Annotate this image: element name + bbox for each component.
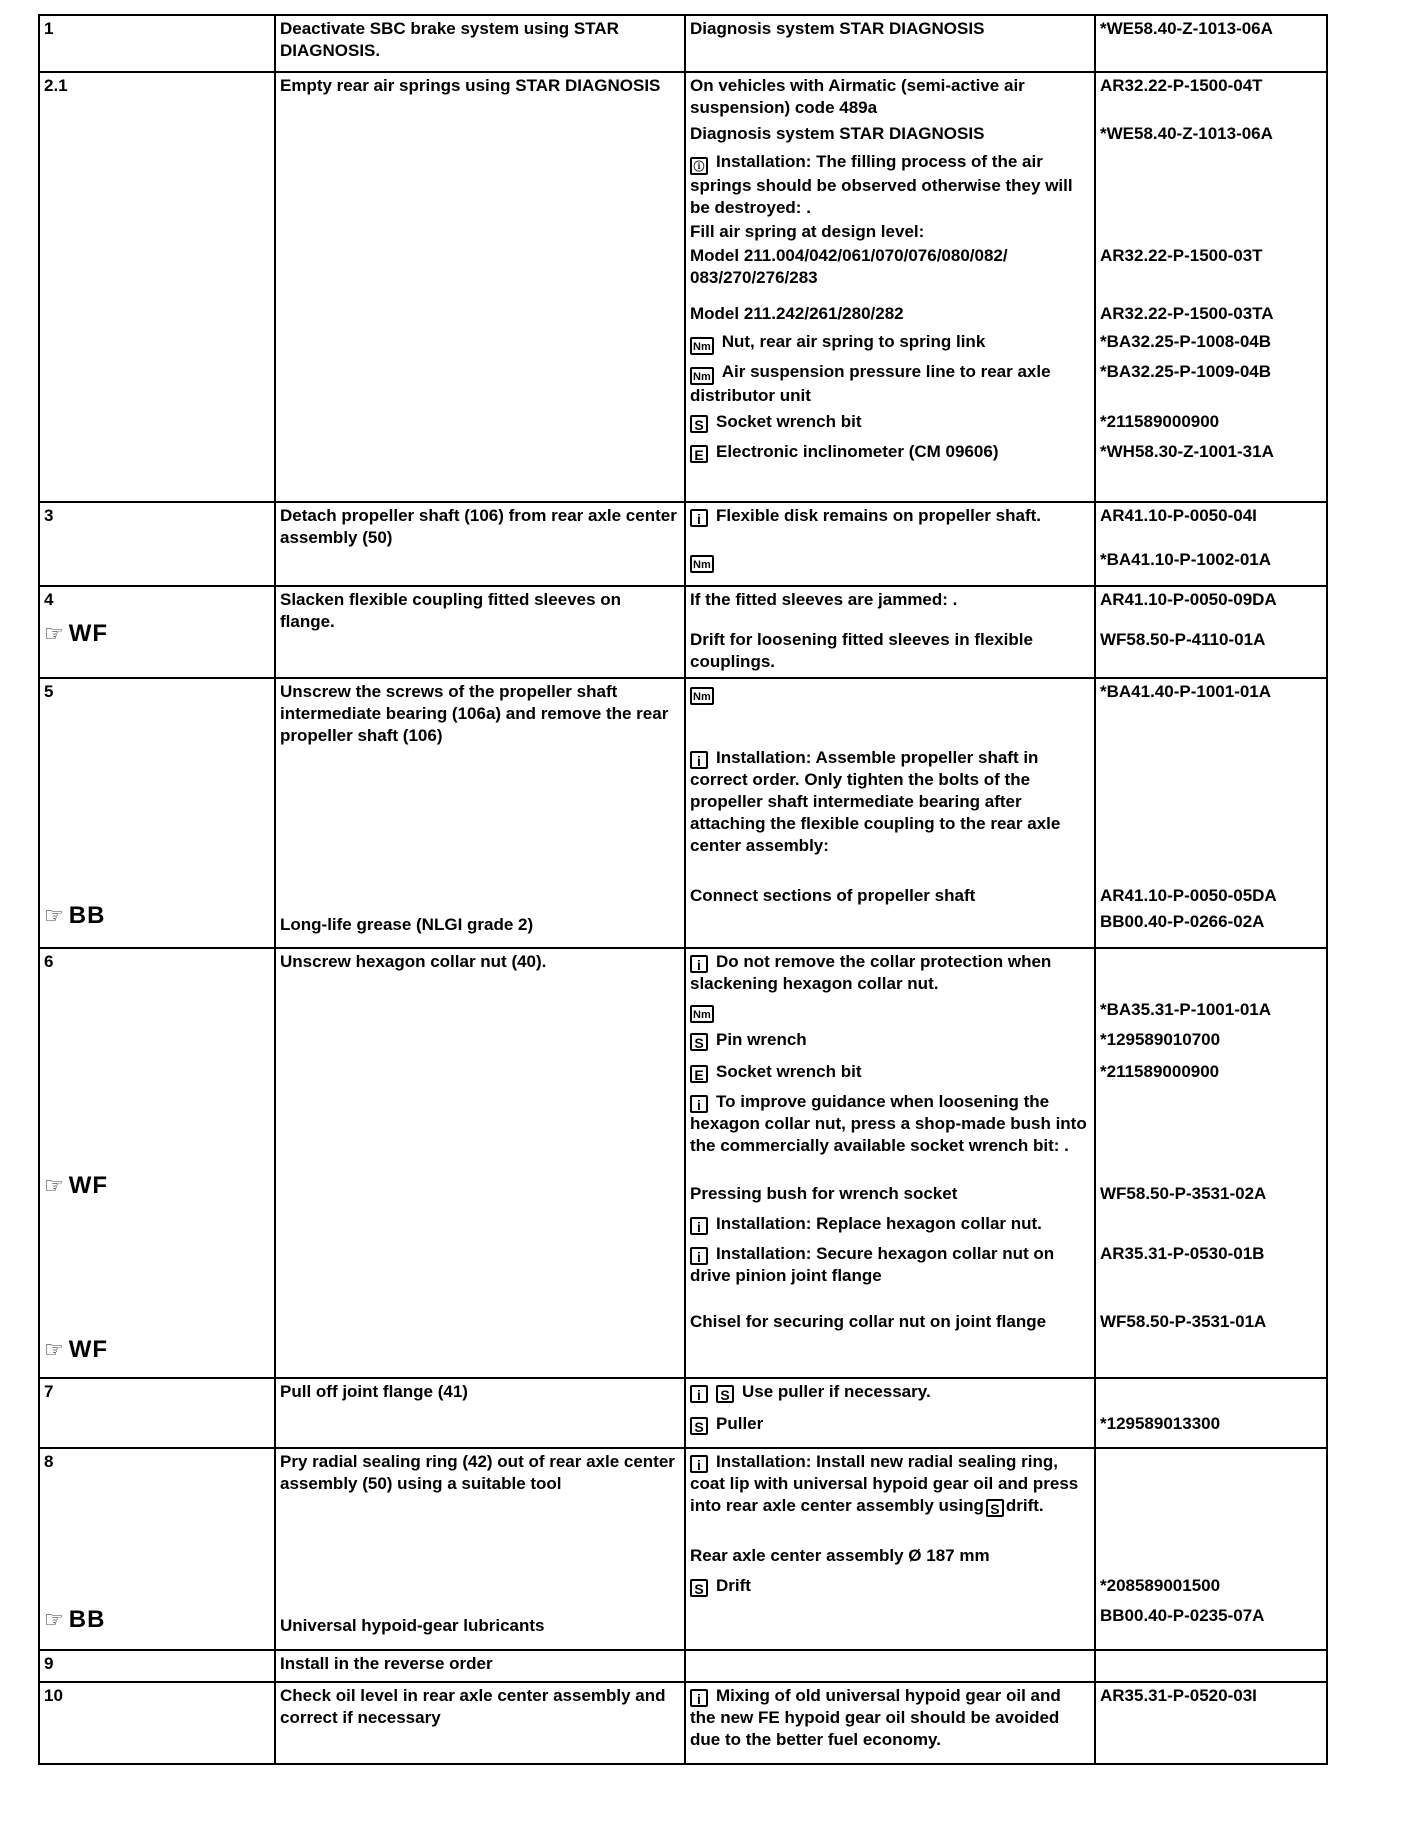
detail-text: Puller	[716, 1414, 764, 1433]
detail-cell	[685, 1378, 1095, 1448]
detail-line	[690, 999, 1089, 1029]
step-number: 7	[39, 1378, 275, 1448]
reference-code: AR32.22-P-1500-03T	[1100, 246, 1263, 265]
note-icon: i	[690, 1455, 708, 1473]
detail-cell	[685, 72, 1095, 502]
equipment-icon: E	[690, 445, 708, 463]
detail-text: Mixing of old universal hypoid gear oil and the new FE hypoid gear oil should be avoided due to the better fuel economy.	[690, 1686, 1061, 1749]
action-text: Deactivate SBC brake system using STAR DIAGNOSIS.	[275, 15, 685, 72]
detail-line: Model 211.004/042/061/070/076/080/082/ 083/270/276/283	[690, 246, 1008, 287]
note-icon: i	[690, 1689, 708, 1707]
ref-cell	[1095, 1448, 1327, 1650]
detail-cell	[685, 1650, 1095, 1682]
detail-text: Installation: Assemble propeller shaft in correct order. Only tighten the bolts of the propeller shaft intermediate bearing after attaching the flexible coupling to the rear axle center assembly:	[690, 748, 1061, 855]
table-row	[39, 678, 1327, 948]
step-number: 10	[39, 1682, 275, 1764]
detail-line: Rear axle center assembly Ø 187 mm	[690, 1546, 990, 1565]
detail-line: Model 211.242/261/280/282	[690, 304, 904, 323]
reference-code: AR41.10-P-0050-05DA	[1100, 886, 1277, 905]
detail-line: Drift for loosening fitted sleeves in flexible couplings.	[690, 630, 1033, 671]
note-icon: i	[690, 1385, 708, 1403]
ref-cell	[1095, 72, 1327, 502]
step-number: 6	[44, 952, 54, 971]
reference-code: AR32.22-P-1500-04T	[1100, 76, 1263, 95]
step-cell	[39, 948, 275, 1378]
table-row	[39, 1650, 1327, 1682]
note-icon: i	[690, 1217, 708, 1235]
pointing-hand-icon: ☞	[44, 1607, 65, 1632]
step-number: 3	[39, 502, 275, 586]
torque-icon: Nm	[690, 367, 714, 385]
table-row	[39, 72, 1327, 502]
special-tool-icon: S	[986, 1499, 1004, 1517]
action-text: Detach propeller shaft (106) from rear axle center assembly (50)	[275, 502, 685, 586]
detail-text: To improve guidance when loosening the hexagon collar nut, press a shop-made bush into the commercially available socket wrench bit: .	[690, 1092, 1087, 1155]
detail-line	[690, 151, 1089, 221]
action-text: Unscrew the screws of the propeller shaft intermediate bearing (106a) and remove the rear propeller shaft (106)	[280, 682, 669, 745]
detail-line	[690, 1451, 1089, 1545]
detail-line	[690, 747, 1089, 885]
detail-text: Air suspension pressure line to rear axle distributor unit	[690, 362, 1051, 405]
workshop-ref-tag	[44, 1336, 109, 1363]
ref-cell	[1095, 586, 1327, 678]
reference-code: *129589013300	[1100, 1414, 1221, 1433]
action-text: Pull off joint flange (41)	[275, 1378, 685, 1448]
detail-line: Chisel for securing collar nut on joint flange	[690, 1312, 1047, 1331]
reference-code: AR41.10-P-0050-04I	[1100, 506, 1257, 525]
reference-code: *BA41.40-P-1001-01A	[1100, 682, 1272, 701]
ref-cell	[1095, 1682, 1327, 1764]
detail-line	[690, 1029, 1089, 1061]
reference-code: AR35.31-P-0520-03I	[1100, 1686, 1257, 1705]
torque-icon: Nm	[690, 337, 714, 355]
detail-line	[690, 1381, 1089, 1413]
step-number: 2.1	[39, 72, 275, 502]
pointing-hand-icon: ☞	[44, 1173, 65, 1198]
torque-icon: Nm	[690, 555, 714, 573]
detail-cell	[685, 15, 1095, 72]
action-text: Unscrew hexagon collar nut (40).	[275, 948, 685, 1378]
reference-code: BB00.40-P-0235-07A	[1100, 1606, 1265, 1625]
table-row	[39, 586, 1327, 678]
detail-text: Use puller if necessary.	[742, 1382, 931, 1401]
detail-line	[690, 951, 1089, 999]
detail-text: Nut, rear air spring to spring link	[721, 332, 986, 351]
special-tool-icon: S	[690, 1417, 708, 1435]
action-extra-text: Long-life grease (NLGI grade 2)	[280, 915, 534, 934]
detail-line	[690, 549, 1089, 573]
procedure-table	[38, 14, 1328, 1765]
detail-text: Drift	[716, 1576, 751, 1595]
detail-line: On vehicles with Airmatic (semi-active air suspension) code 489a	[690, 76, 1025, 117]
reference-code: *BA32.25-P-1008-04B	[1100, 332, 1272, 351]
special-tool-icon: S	[716, 1385, 734, 1403]
step-number: 9	[39, 1650, 275, 1682]
note-icon: i	[690, 1095, 708, 1113]
note-icon: i	[690, 1247, 708, 1265]
step-number: 4	[44, 590, 54, 609]
detail-line: Diagnosis system STAR DIAGNOSIS	[690, 124, 985, 143]
reference-code: *WE58.40-Z-1013-06A	[1100, 124, 1273, 143]
detail-text: Do not remove the collar protection when slackening hexagon collar nut.	[690, 952, 1052, 993]
detail-cell	[685, 948, 1095, 1378]
ref-tag-label: WF	[68, 1336, 109, 1363]
reference-code: WF58.50-P-3531-02A	[1100, 1184, 1267, 1203]
detail-line	[690, 681, 1089, 747]
note-icon: i	[690, 751, 708, 769]
workshop-ref-tag	[44, 1172, 109, 1199]
action-text: Pry radial sealing ring (42) out of rear axle center assembly (50) using a suitable tool	[280, 1452, 675, 1493]
detail-line	[690, 1243, 1089, 1311]
pointing-hand-icon: ☞	[44, 903, 65, 928]
note-icon: i	[690, 509, 708, 527]
ref-cell	[1095, 948, 1327, 1378]
detail-text: Installation: The filling process of the air springs should be observed otherwise they will be destroyed: .	[690, 152, 1073, 217]
detail-line	[690, 331, 1089, 361]
step-number: 8	[44, 1452, 54, 1471]
reference-code: *208589001500	[1100, 1576, 1221, 1595]
table-row	[39, 948, 1327, 1378]
step-number: 5	[44, 682, 54, 701]
ref-cell	[1095, 15, 1327, 72]
detail-cell	[685, 586, 1095, 678]
step-number: 1	[39, 15, 275, 72]
detail-line	[690, 1685, 1089, 1751]
action-cell	[275, 1448, 685, 1650]
detail-line	[690, 1061, 1089, 1091]
special-tool-icon: S	[690, 1033, 708, 1051]
reference-code: *WH58.30-Z-1001-31A	[1100, 442, 1274, 461]
action-extra-text: Universal hypoid-gear lubricants	[280, 1616, 545, 1635]
pointing-hand-icon: ☞	[44, 621, 65, 646]
ref-cell	[1095, 1378, 1327, 1448]
action-text: Empty rear air springs using STAR DIAGNOSIS	[275, 72, 685, 502]
detail-line	[690, 1213, 1089, 1243]
detail-cell	[685, 1448, 1095, 1650]
reference-code: *BA32.25-P-1009-04B	[1100, 362, 1272, 381]
ref-cell	[1095, 502, 1327, 586]
ref-tag-label: WF	[68, 620, 109, 647]
detail-cell	[685, 678, 1095, 948]
workshop-ref-tag	[44, 1606, 106, 1633]
equipment-icon: E	[690, 1065, 708, 1083]
reference-code: AR35.31-P-0530-01B	[1100, 1244, 1265, 1263]
detail-line	[690, 441, 1089, 467]
torque-icon: Nm	[690, 1005, 714, 1023]
detail-line: Diagnosis system STAR DIAGNOSIS	[690, 19, 985, 38]
info-icon: ⓘ	[690, 157, 708, 175]
ref-tag-label: BB	[68, 1606, 106, 1633]
detail-text: drift.	[1005, 1496, 1044, 1515]
detail-text: Flexible disk remains on propeller shaft.	[716, 506, 1041, 525]
detail-line: Fill air spring at design level:	[690, 222, 925, 241]
action-text: Check oil level in rear axle center assembly and correct if necessary	[275, 1682, 685, 1764]
detail-cell	[685, 1682, 1095, 1764]
reference-code: *211589000900	[1100, 412, 1220, 431]
ref-tag-label: WF	[68, 1172, 109, 1199]
note-icon: i	[690, 955, 708, 973]
action-text: Slacken flexible coupling fitted sleeves on flange.	[275, 586, 685, 678]
reference-code: AR41.10-P-0050-09DA	[1100, 590, 1277, 609]
reference-code: *BA41.10-P-1002-01A	[1100, 550, 1272, 569]
special-tool-icon: S	[690, 415, 708, 433]
detail-line: Pressing bush for wrench socket	[690, 1184, 958, 1203]
detail-line: If the fitted sleeves are jammed: .	[690, 590, 958, 609]
table-row	[39, 1682, 1327, 1764]
detail-line	[690, 361, 1089, 411]
detail-text: Installation: Secure hexagon collar nut on drive pinion joint flange	[690, 1244, 1055, 1285]
workshop-ref-tag	[44, 620, 109, 647]
detail-text: Socket wrench bit	[716, 1062, 862, 1081]
detail-text: Electronic inclinometer (CM 09606)	[716, 442, 999, 461]
special-tool-icon: S	[690, 1579, 708, 1597]
detail-line	[690, 1575, 1089, 1597]
workshop-ref-tag	[44, 902, 106, 929]
reference-code: *WE58.40-Z-1013-06A	[1100, 19, 1273, 38]
table-row	[39, 502, 1327, 586]
detail-text: Installation: Replace hexagon collar nut.	[716, 1214, 1042, 1233]
reference-code: *211589000900	[1100, 1062, 1220, 1081]
action-text: Install in the reverse order	[275, 1650, 685, 1682]
detail-cell	[685, 502, 1095, 586]
ref-cell	[1095, 678, 1327, 948]
pointing-hand-icon: ☞	[44, 1337, 65, 1362]
detail-line	[690, 1091, 1089, 1183]
reference-code: *BA35.31-P-1001-01A	[1100, 1000, 1272, 1019]
ref-cell	[1095, 1650, 1327, 1682]
detail-line: Connect sections of propeller shaft	[690, 886, 976, 905]
reference-code: WF58.50-P-3531-01A	[1100, 1312, 1267, 1331]
action-cell	[275, 678, 685, 948]
detail-line	[690, 411, 1089, 441]
reference-code: WF58.50-P-4110-01A	[1100, 630, 1266, 649]
table-row	[39, 15, 1327, 72]
reference-code: BB00.40-P-0266-02A	[1100, 912, 1265, 931]
reference-code: *129589010700	[1100, 1030, 1221, 1049]
step-cell	[39, 1448, 275, 1650]
torque-icon: Nm	[690, 687, 714, 705]
step-cell	[39, 586, 275, 678]
ref-tag-label: BB	[68, 902, 106, 929]
detail-text: Installation: Install new radial sealing ring, coat lip with universal hypoid gear oil and press into rear axle center assembly using	[690, 1452, 1079, 1515]
detail-line	[690, 505, 1089, 549]
detail-line	[690, 1413, 1089, 1435]
step-cell	[39, 678, 275, 948]
table-row	[39, 1378, 1327, 1448]
table-row	[39, 1448, 1327, 1650]
detail-text: Pin wrench	[716, 1030, 807, 1049]
reference-code: AR32.22-P-1500-03TA	[1100, 304, 1274, 323]
detail-text: Socket wrench bit	[716, 412, 862, 431]
